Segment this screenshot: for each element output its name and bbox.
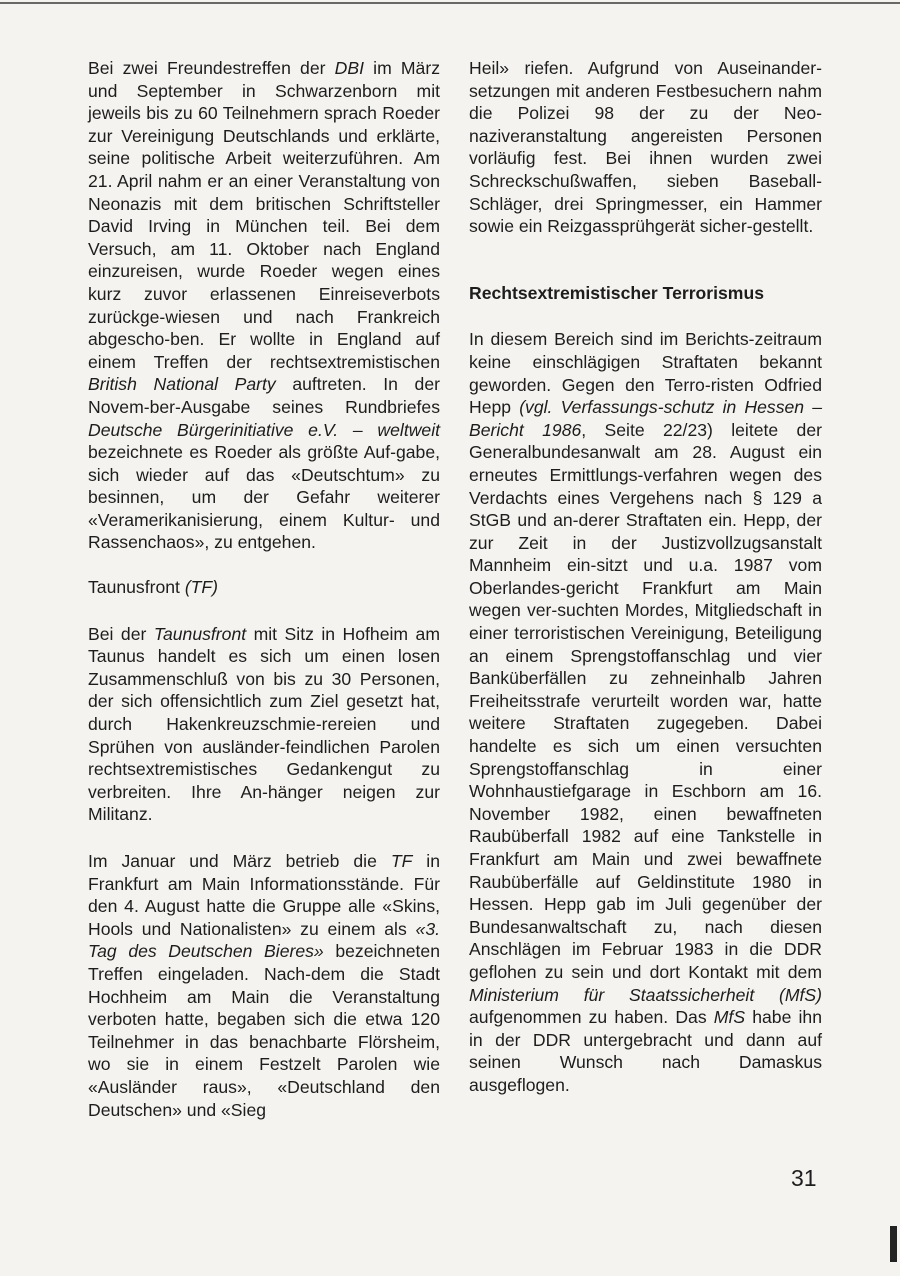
page-number: 31 <box>791 1165 817 1191</box>
paragraph-taunusfront-events <box>88 850 440 1121</box>
scan-edge-mark <box>890 1226 897 1262</box>
text-run: bezeichneten Treffen eingeladen. Nach-dem die Stadt Hochheim am Main die Veranstaltung verboten hatte, begaben sich die etwa 120 Teilnehmer in das benachbarte Flörsheim, wo sie in einem Festzelt Parolen wie «Ausländer raus», «Deutschland den Deutschen» und «Sieg <box>88 941 440 1120</box>
italic-run: DBI <box>334 58 364 78</box>
text-run: bezeichnete es Roeder als größte Auf-gabe, sich wieder auf das «Deutschtum» zu besinnen, um der Gefahr weiterer «Veramerikanisierung, einem Kultur- und Rassenchaos», zu entgehen. <box>88 442 440 553</box>
italic-run: TF <box>390 851 413 871</box>
italic-run: (vgl. Verfassungs-schutz in Hessen – Bericht 1986 <box>469 397 822 440</box>
paragraph-continuation <box>469 57 822 238</box>
subheading-taunusfront <box>88 576 440 599</box>
left-column <box>88 57 440 1121</box>
text-run: aufgenommen zu haben. Das <box>469 1007 714 1028</box>
italic-run: «3. Tag des Deutschen Bieres» <box>88 918 440 962</box>
text-run: , Seite 22/23) leitete der Generalbundesanwalt am 28. August ein erneutes Ermittlungs-verfahren wegen des Verdachts eines Vergehens nach § 129 a StGB und an-derer Straftaten ein. Hepp, der zur Zeit in der Justizvollzugsanstalt Mannheim ein-sitzt und u.a. 1987 vom Oberlandes-gericht Frankfurt am Main wegen ver-suchten Mordes, Mitgliedschaft in einer terroristischen Vereinigung, Beteiligung an einem Sprengstoffanschlag und vier Banküberfällen zu zehneinhalb Jahren Freiheitsstrafe verurteilt worden war, hatte weitere Straftaten zugegeben. Dabei handelte es sich um einen versuchten Sprengstoffanschlag in einer Wohnhaustiefgarage in Eschborn am 16. November 1982, einen bewaffneten Raubüberfall 1982 auf eine Tankstelle in Frankfurt am Main und zwei bewaffnete Raubüberfälle auf Geldinstitute 1980 in Hessen. Hepp gab im Juli gegenüber der Bundesanwaltschaft zu, nach diesen Anschlägen im Februar 1983 in die DDR geflohen zu sein und dort Kontakt mit dem <box>469 419 822 982</box>
paragraph-terrorismus <box>469 328 822 1096</box>
top-rule <box>0 2 900 4</box>
italic-run: MfS <box>713 1007 746 1028</box>
paragraph-roeder <box>88 57 440 554</box>
italic-run: Taunusfront <box>153 623 247 644</box>
italic-run: British National Party <box>88 374 276 395</box>
text-run: im März und September in Schwarzenborn mit jeweils bis zu 60 Teilnehmern sprach Roeder zur Vereinigung Deutschlands und erklärte, seine politische Arbeit weiterzuführen. Am 21. April nahm er an einer Veranstaltung von Neonazis mit dem britischen Schriftsteller David Irving in München teil. Bei dem Versuch, am 11. Oktober nach England einzureisen, wurde Roeder wegen eines kurz zuvor erlassenen Einreiseverbots zurückge-wiesen und nach Frankreich abgescho-ben. Er wollte in England auf einem Treffen der rechtsextremistischen <box>88 58 440 372</box>
right-column <box>469 57 822 1097</box>
section-heading-terrorismus: Rechtsextremistischer Terrorismus <box>469 282 764 303</box>
text-run: auftreten. In der Novem-ber-Ausgabe seines Rundbriefes <box>88 374 440 417</box>
text-run: in Frankfurt am Main Informationsstände. Für den 4. August hatte die Gruppe alle «Skins, Hools und Nationalisten» zu einem als <box>88 851 440 939</box>
italic-run: Deutsche Bürgerinitiative e.V. – weltweit <box>88 419 440 440</box>
text-run: In diesem Bereich sind im Berichts-zeitraum keine einschlägigen Straftaten bekannt geworden. Gegen den Terro-risten Odfried Hepp <box>469 329 822 418</box>
text-run: habe ihn in der DDR untergebracht und dann auf seinen Wunsch nach Damaskus ausgeflogen. <box>469 1007 822 1095</box>
text-run: Bei zwei Freundestreffen der <box>88 58 335 78</box>
text-run: mit Sitz in Hofheim am Taunus handelt es sich um einen losen Zusammenschluß von bis zu 30 Personen, der sich offensichtlich zum Ziel gesetzt hat, durch Hakenkreuzschmie-rereien und Sprühen von ausländer-feindlichen Parolen rechtsextremistisches Gedankengut zu verbreiten. Ihre An-hänger neigen zur Militanz. <box>88 623 440 825</box>
text-run: Heil» riefen. Aufgrund von Auseinander-setzungen mit anderen Festbesuchern nahm die Polizei 98 der zu der Neo-naziveranstaltung angereisten Personen vorläufig fest. Bei ihnen wurden zwei Schreckschußwaffen, sieben Baseball-Schläger, drei Springmesser, ein Hammer sowie ein Reizgassprühgerät sicher-gestellt. <box>469 58 822 237</box>
paragraph-taunusfront-intro <box>88 623 440 826</box>
text-run: Im Januar und März betrieb die <box>88 851 391 871</box>
italic-run: (TF) <box>184 577 219 598</box>
italic-run: Ministerium für Staatssicherheit (MfS) <box>469 984 822 1005</box>
text-run: Taunusfront <box>88 577 185 598</box>
text-run: Bei der <box>88 623 154 644</box>
